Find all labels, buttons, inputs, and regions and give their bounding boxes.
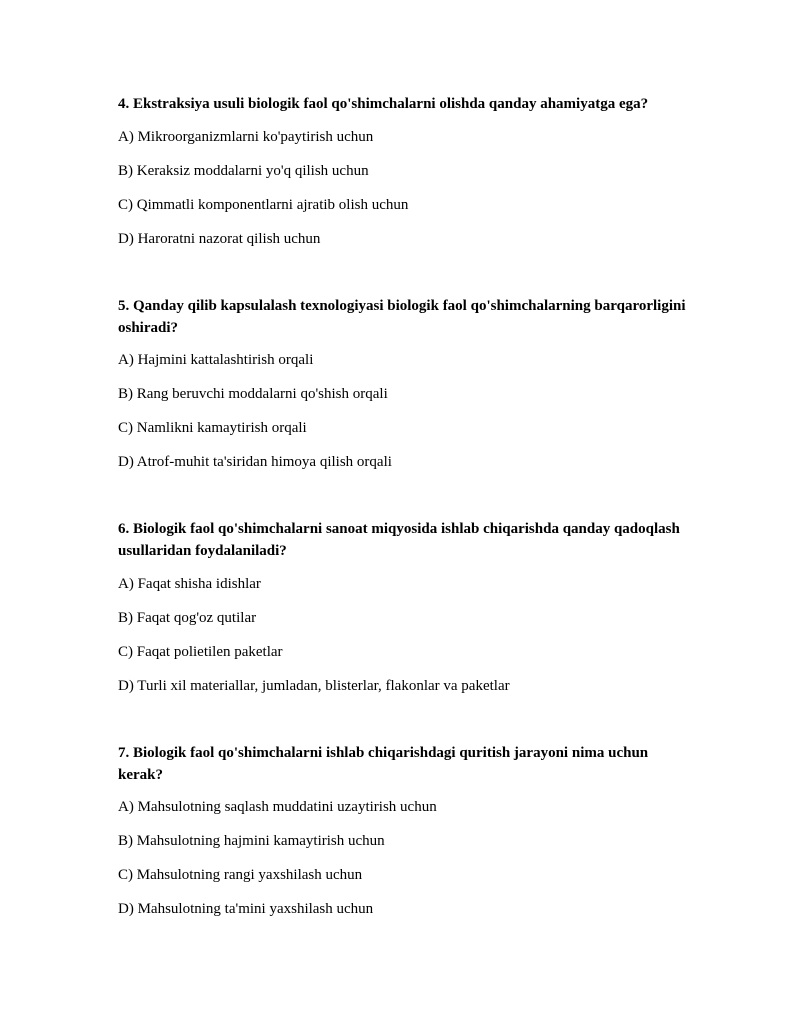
answer-option-a: A) Mikroorganizmlarni ko'paytirish uchun	[118, 129, 374, 145]
question-title: 4. Ekstraksiya usuli biologik faol qo'shimchalarni olishda qanday ahamiyatga ega?	[118, 96, 649, 112]
question-4	[118, 93, 688, 247]
answer-option-c: C) Faqat polietilen paketlar	[118, 644, 283, 660]
question-7	[118, 742, 688, 917]
question-title: 5. Qanday qilib kapsulalash texnologiyasi biologik faol qo'shimchalarning barqarorligini oshiradi?	[118, 298, 686, 336]
answer-option-b: B) Mahsulotning hajmini kamaytirish uchun	[118, 833, 385, 849]
answer-option-b: B) Keraksiz moddalarni yo'q qilish uchun	[118, 163, 369, 179]
answer-option-a: A) Mahsulotning saqlash muddatini uzaytirish uchun	[118, 799, 437, 815]
answer-option-d: D) Turli xil materiallar, jumladan, blisterlar, flakonlar va paketlar	[118, 678, 510, 694]
answer-option-c: C) Mahsulotning rangi yaxshilash uchun	[118, 867, 363, 883]
answer-option-b: B) Rang beruvchi moddalarni qo'shish orqali	[118, 386, 388, 402]
answer-option-a: A) Faqat shisha idishlar	[118, 576, 261, 592]
answer-option-d: D) Mahsulotning ta'mini yaxshilash uchun	[118, 901, 374, 917]
question-title: 7. Biologik faol qo'shimchalarni ishlab chiqarishdagi quritish jarayoni nima uchun kerak?	[118, 745, 649, 783]
question-5	[118, 295, 688, 470]
answer-option-d: D) Atrof-muhit ta'siridan himoya qilish orqali	[118, 454, 392, 470]
answer-option-d: D) Haroratni nazorat qilish uchun	[118, 231, 321, 247]
question-title: 6. Biologik faol qo'shimchalarni sanoat miqyosida ishlab chiqarishda qanday qadoqlash usullaridan foydalaniladi?	[118, 521, 680, 559]
question-6	[118, 518, 688, 694]
answer-option-c: C) Qimmatli komponentlarni ajratib olish uchun	[118, 197, 409, 213]
answer-option-b: B) Faqat qog'oz qutilar	[118, 610, 257, 626]
answer-option-c: C) Namlikni kamaytirish orqali	[118, 420, 307, 436]
answer-option-a: A) Hajmini kattalashtirish orqali	[118, 352, 314, 368]
